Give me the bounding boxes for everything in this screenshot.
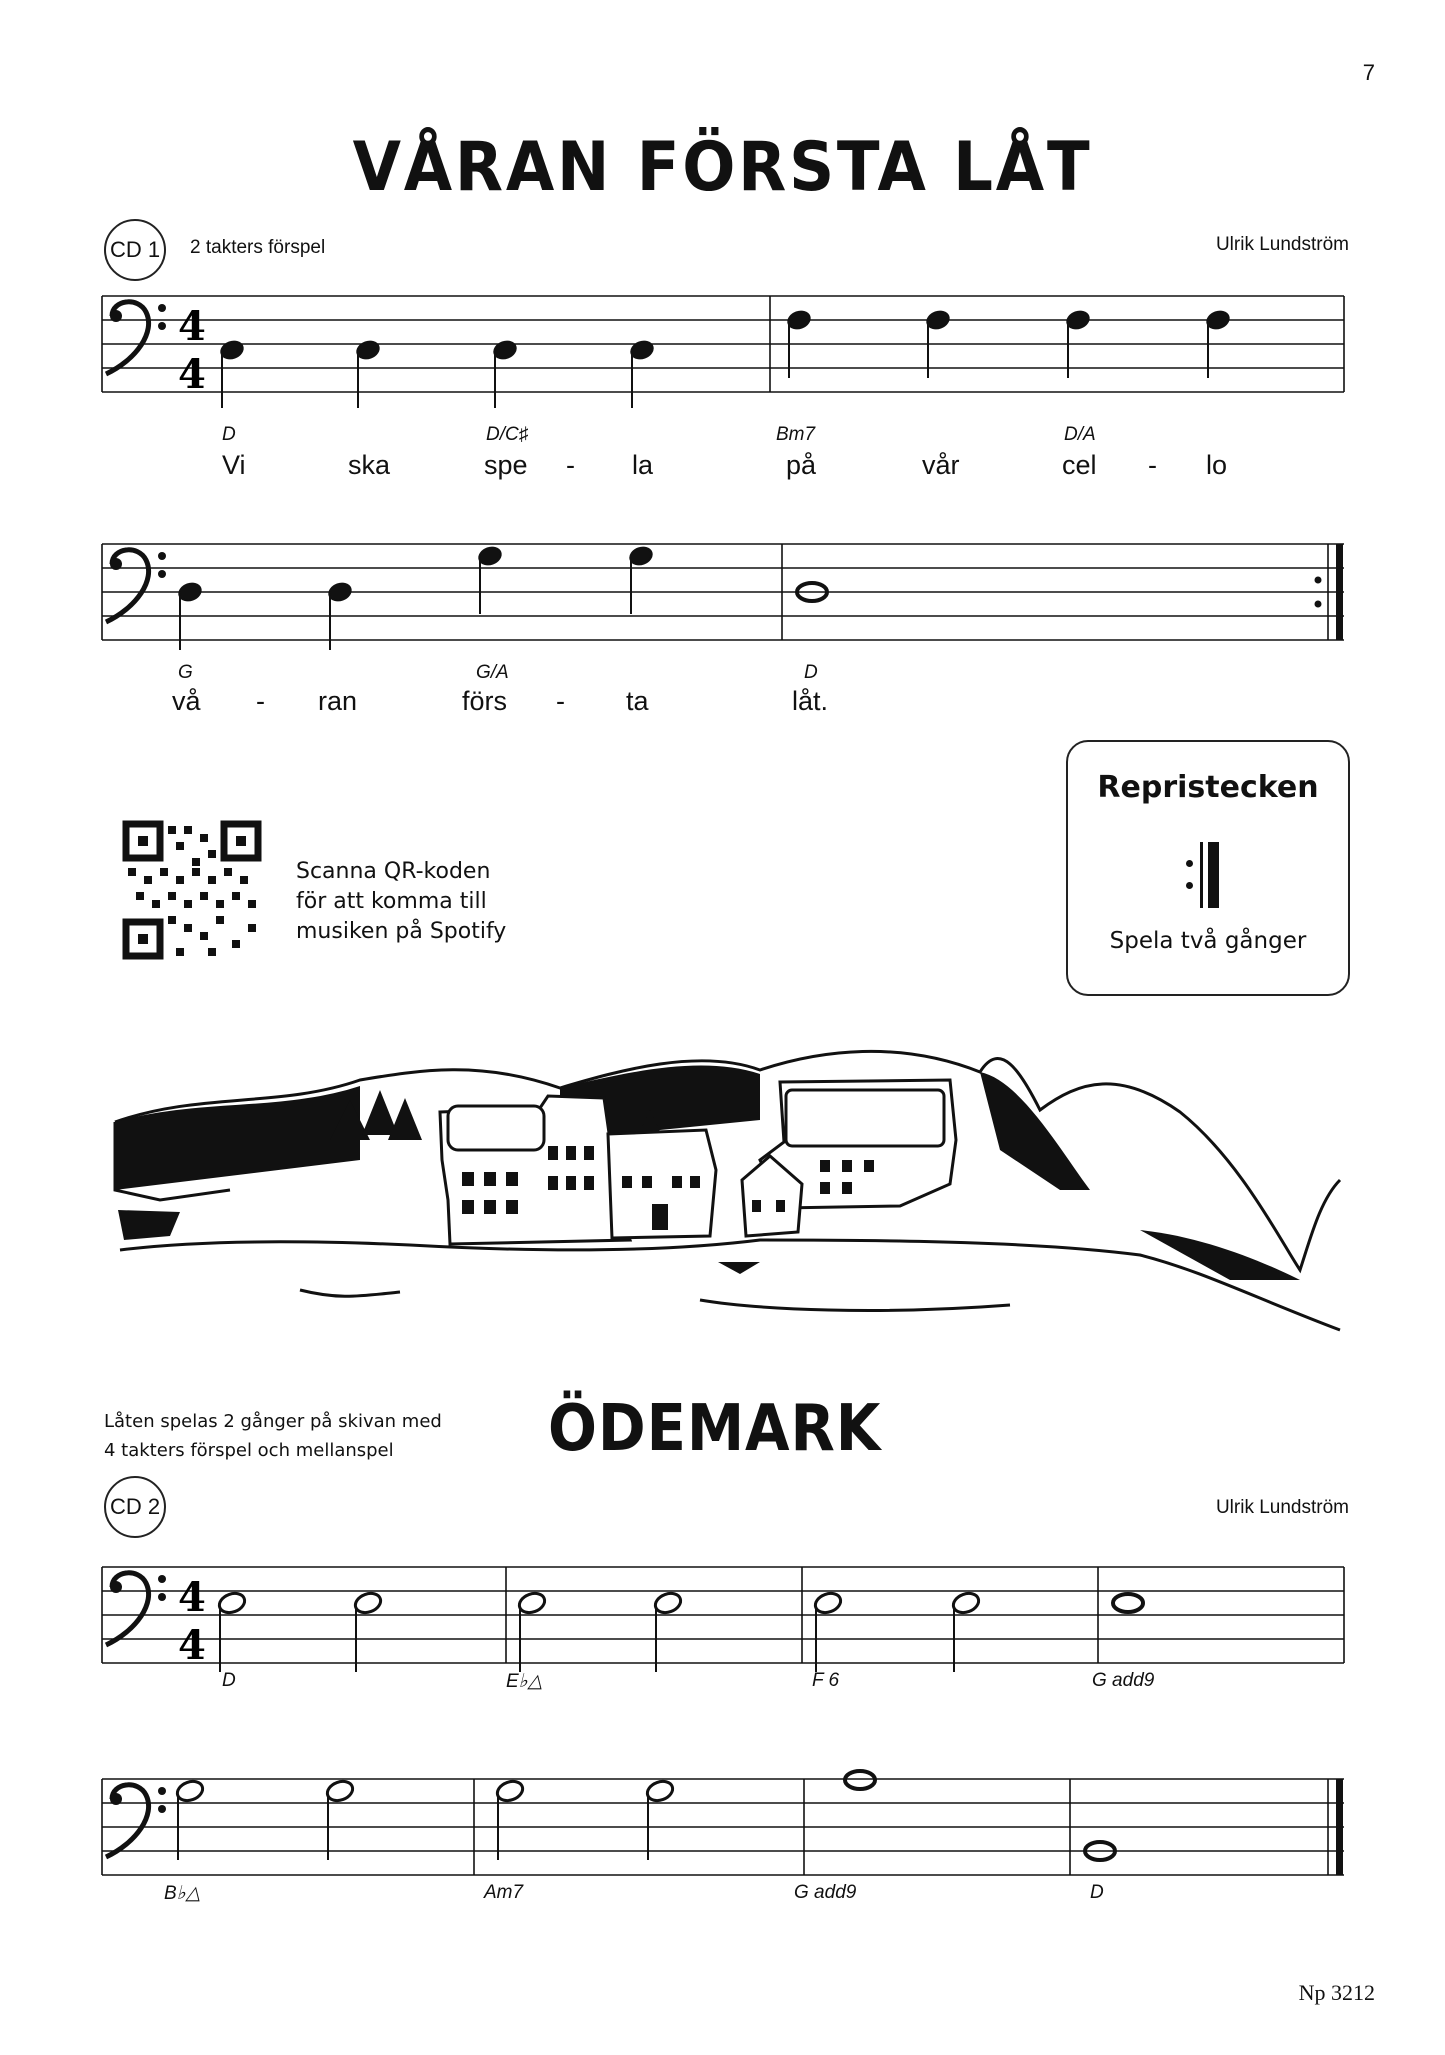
qr-text-line: musiken på Spotify (296, 919, 507, 944)
lyric-hyphen: - (556, 686, 565, 716)
repeat-sign-icon (1186, 842, 1232, 908)
qr-code[interactable] (124, 822, 260, 958)
chord: Am7 (484, 1882, 524, 1903)
repeat-sign-description: Spela två gånger (1109, 928, 1307, 954)
repeat-sign-info-box (1066, 740, 1350, 996)
catalog-number: Np 3212 (1298, 1980, 1375, 2005)
chord: G (178, 662, 193, 683)
time-signature-top: 4 (178, 303, 206, 350)
lyric-syllable: på (786, 450, 817, 480)
song-title-odemark: ÖDEMARK (548, 1392, 882, 1466)
staff-system-2 (102, 544, 1344, 650)
chord: D (1090, 1882, 1104, 1903)
staff-system-1 (102, 296, 1344, 408)
lyric-syllable: Vi (222, 450, 246, 480)
cd-label: CD 1 (109, 237, 161, 262)
bass-clef-icon (106, 1573, 166, 1645)
chord: F 6 (812, 1670, 840, 1691)
chord: B♭△ (164, 1883, 201, 1904)
cd-label: CD 2 (109, 1494, 161, 1519)
staff-system-4 (102, 1771, 1344, 1875)
repeat-sign-title: Repristecken (1097, 770, 1319, 805)
qr-instructions (296, 857, 506, 947)
final-bar (1336, 1779, 1343, 1875)
qr-text-line: Scanna QR-koden (296, 859, 491, 884)
composer-name: Ulrik Lundström (1215, 1497, 1349, 1518)
lyric-syllable: vår (922, 450, 960, 480)
time-signature-bottom: 4 (178, 1622, 206, 1669)
lyric-syllable: vå (172, 686, 201, 716)
final-repeat-bar (1336, 544, 1343, 640)
lyric-syllable: ta (626, 686, 649, 716)
time-signature-bottom: 4 (178, 351, 206, 398)
page-number: 7 (1362, 60, 1375, 85)
composer-name: Ulrik Lundström (1215, 234, 1349, 255)
lyric-syllable: förs (462, 686, 508, 716)
chord: G add9 (794, 1882, 857, 1903)
lyric-syllable: lo (1206, 450, 1228, 480)
lyric-syllable: ran (318, 686, 358, 716)
bass-clef-icon (106, 550, 166, 622)
chord: D (222, 424, 236, 445)
winter-landscape-illustration (115, 1051, 1340, 1330)
chord: G add9 (1092, 1670, 1155, 1691)
bass-clef-icon (106, 1785, 166, 1857)
qr-text-line: för att komma till (296, 889, 487, 914)
lyric-syllable: ska (348, 450, 391, 480)
lyric-hyphen: - (1148, 450, 1157, 480)
lyric-syllable: la (632, 450, 654, 480)
chord: D (222, 1670, 236, 1691)
lyric-hyphen: - (256, 686, 265, 716)
cd-badge-2 (104, 1476, 166, 1538)
lyric-syllable: låt. (792, 686, 829, 716)
lyric-hyphen: - (566, 450, 575, 480)
staff-system-3 (102, 1567, 1344, 1672)
playback-note-line: 4 takters förspel och mellanspel (104, 1440, 394, 1461)
chord: Bm7 (776, 424, 816, 445)
chord: E♭△ (506, 1671, 543, 1692)
chord: D/A (1064, 424, 1096, 445)
bass-clef-icon (106, 302, 166, 374)
lyric-syllable: spe (484, 450, 528, 480)
lyric-syllable: cel (1062, 450, 1097, 480)
song-title-varan-forsta-lat: VÅRAN FÖRSTA LÅT (352, 128, 1093, 207)
intro-note: 2 takters förspel (190, 237, 326, 258)
playback-note (104, 1407, 442, 1465)
chord: G/A (476, 662, 509, 683)
chord: D/C♯ (486, 424, 529, 445)
time-signature-top: 4 (178, 1574, 206, 1621)
chord: D (804, 662, 818, 683)
playback-note-line: Låten spelas 2 gånger på skivan med (104, 1411, 442, 1432)
